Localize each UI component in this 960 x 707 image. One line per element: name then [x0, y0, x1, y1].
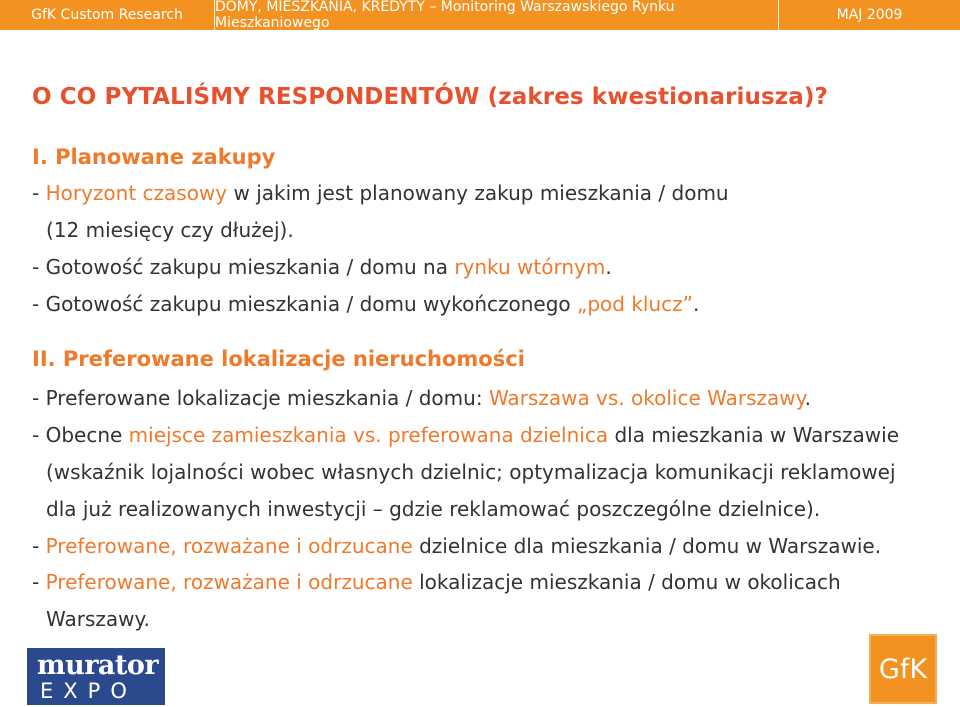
section-2-item-4-cont: Warszawy.: [46, 607, 150, 631]
header-company: GfK Custom Research: [0, 0, 215, 30]
expo-logo-text: EXPO: [40, 679, 137, 703]
header-date: MAJ 2009: [836, 7, 903, 23]
section-1-item-3: - Gotowość zakupu mieszkania / domu wykończonego „pod klucz”.: [32, 292, 700, 316]
header-bar: [0, 0, 960, 30]
section-2-item-4: - Preferowane, rozważane i odrzucane lokalizacje mieszkania / domu w okolicach: [32, 570, 841, 594]
section-1-item-1: - Horyzont czasowy w jakim jest planowany zakup mieszkania / domu: [32, 181, 729, 205]
murator-logo-text: murator: [37, 650, 159, 681]
section-2-item-1: - Preferowane lokalizacje mieszkania / domu: Warszawa vs. okolice Warszawy.: [32, 386, 811, 410]
section-2-item-2-cont-1: (wskaźnik lojalności wobec własnych dzielnic; optymalizacja komunikacji reklamowej: [46, 460, 896, 484]
section-2-item-3: - Preferowane, rozważane i odrzucane dzielnice dla mieszkania / domu w Warszawie.: [32, 534, 882, 558]
section-2-heading: II. Preferowane lokalizacje nieruchomości: [32, 347, 525, 371]
murator-expo-logo: [27, 648, 165, 705]
section-1-item-2: - Gotowość zakupu mieszkania / domu na rynku wtórnym.: [32, 255, 612, 279]
header-report-title: DOMY, MIESZKANIA, KREDYTY – Monitoring Warszawskiego Rynku Mieszkaniowego: [215, 0, 779, 30]
section-1-heading: I. Planowane zakupy: [32, 145, 276, 169]
gfk-logo: GfK: [869, 634, 937, 704]
section-2-item-2: - Obecne miejsce zamieszkania vs. preferowana dzielnica dla mieszkania w Warszawie: [32, 423, 900, 447]
page-title: O CO PYTALIŚMY RESPONDENTÓW (zakres kwestionariusza)?: [32, 84, 828, 110]
section-2-item-2-cont-2: dla już realizowanych inwestycji – gdzie reklamować poszczególne dzielnice).: [46, 497, 821, 521]
section-1-item-1-cont: (12 miesięcy czy dłużej).: [46, 218, 294, 242]
